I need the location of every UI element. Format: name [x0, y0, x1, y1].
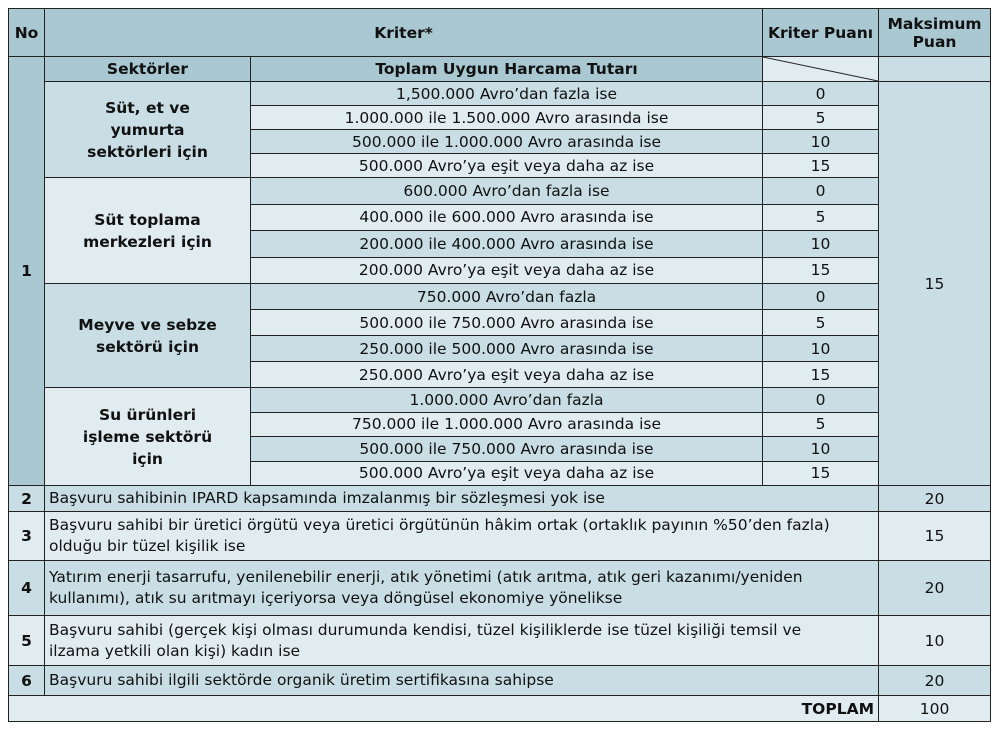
expense-range-label: 250.000 Avro’ya eşit veya daha az ise — [251, 362, 763, 388]
criterion-points-value: 5 — [763, 106, 879, 130]
max-points-value: 20 — [879, 486, 991, 512]
max-points-value: 15 — [879, 512, 991, 561]
criterion-text: Yatırım enerji tasarrufu, yenilenebilir enerji, atık yönetimi (atık arıtma, atık geri kazanımı/yeniden kullanımı), atık su arıtmayı içeriyorsa veya döngüsel ekonomiye yönelikse — [45, 561, 879, 616]
sector-label: Meyve ve sebze sektörü için — [45, 284, 251, 388]
expense-range-label: 500.000 Avro’ya eşit veya daha az ise — [251, 461, 763, 486]
criterion-item-row — [9, 178, 991, 205]
expense-range-label: 1.000.000 ile 1.500.000 Avro arasında ise — [251, 106, 763, 130]
criterion-text: Başvuru sahibi bir üretici örgütü veya üretici örgütünün hâkim ortak (ortaklık payının %50’den fazla) olduğu bir tüzel kişilik ise — [45, 512, 879, 561]
header-no: No — [9, 9, 45, 57]
total-row — [9, 696, 991, 722]
subheader-max-empty — [879, 57, 991, 82]
expense-range-label: 200.000 Avro’ya eşit veya daha az ise — [251, 257, 763, 284]
criterion-points-value: 5 — [763, 204, 879, 231]
expense-range-label: 1,500.000 Avro’dan fazla ise — [251, 82, 763, 106]
diagonal-line — [763, 57, 878, 81]
expense-range-label: 750.000 Avro’dan fazla — [251, 284, 763, 310]
expense-range-label: 400.000 ile 600.000 Avro arasında ise — [251, 204, 763, 231]
criterion-text: Başvuru sahibinin IPARD kapsamında imzalanmış bir sözleşmesi yok ise — [45, 486, 879, 512]
header-criterion-points: Kriter Puanı — [763, 9, 879, 57]
subheader-sectors: Sektörler — [45, 57, 251, 82]
total-label: TOPLAM — [9, 696, 879, 722]
criterion-item-row — [9, 388, 991, 413]
criterion-points-value: 5 — [763, 310, 879, 336]
row-number: 4 — [9, 561, 45, 616]
criterion-text: Başvuru sahibi ilgili sektörde organik üretim sertifikasına sahipse — [45, 666, 879, 696]
expense-range-label: 500.000 ile 750.000 Avro arasında ise — [251, 437, 763, 462]
expense-range-label: 500.000 Avro’ya eşit veya daha az ise — [251, 154, 763, 178]
criterion-points-value: 0 — [763, 388, 879, 413]
criterion-points-value: 0 — [763, 178, 879, 205]
header-row — [9, 9, 991, 57]
expense-range-label: 600.000 Avro’dan fazla ise — [251, 178, 763, 205]
criterion-item-row — [9, 284, 991, 310]
expense-range-label: 750.000 ile 1.000.000 Avro arasında ise — [251, 412, 763, 437]
header-max-points: Maksimum Puan — [879, 9, 991, 57]
total-value: 100 — [879, 696, 991, 722]
expense-range-label: 250.000 ile 500.000 Avro arasında ise — [251, 336, 763, 362]
sector-label: Süt toplama merkezleri için — [45, 178, 251, 284]
subheader-total-expense: Toplam Uygun Harcama Tutarı — [251, 57, 763, 82]
expense-range-label: 500.000 ile 750.000 Avro arasında ise — [251, 310, 763, 336]
criterion-item-row — [9, 82, 991, 106]
criterion-text: Başvuru sahibi (gerçek kişi olması durumunda kendisi, tüzel kişiliklerde ise tüzel kişiliği temsil ve ilzama yetkili olan kişi) kadın ise — [45, 616, 879, 666]
criterion-points-value: 10 — [763, 130, 879, 154]
row-number: 2 — [9, 486, 45, 512]
criterion-points-value: 10 — [763, 437, 879, 462]
criterion-points-value: 10 — [763, 231, 879, 258]
criterion-points-value: 0 — [763, 82, 879, 106]
expense-range-label: 500.000 ile 1.000.000 Avro arasında ise — [251, 130, 763, 154]
diagonal-cell — [763, 57, 879, 82]
criterion-row — [9, 561, 991, 616]
criterion-row — [9, 666, 991, 696]
scoring-table — [8, 8, 991, 722]
criterion-points-value: 15 — [763, 257, 879, 284]
header-criterion: Kriter* — [45, 9, 763, 57]
criterion-row — [9, 486, 991, 512]
criterion-points-value: 5 — [763, 412, 879, 437]
expense-range-label: 200.000 ile 400.000 Avro arasında ise — [251, 231, 763, 258]
scoring-table-container — [8, 8, 991, 722]
max-points-value: 10 — [879, 616, 991, 666]
row-number: 6 — [9, 666, 45, 696]
row-1-number: 1 — [9, 57, 45, 486]
expense-range-label: 1.000.000 Avro’dan fazla — [251, 388, 763, 413]
max-points-value: 20 — [879, 666, 991, 696]
subheader-row — [9, 57, 991, 82]
sector-label: Su ürünleri işleme sektörü için — [45, 388, 251, 486]
row-1-max-points: 15 — [879, 82, 991, 486]
criterion-points-value: 10 — [763, 336, 879, 362]
criterion-row — [9, 512, 991, 561]
row-number: 5 — [9, 616, 45, 666]
criterion-points-value: 15 — [763, 461, 879, 486]
row-number: 3 — [9, 512, 45, 561]
max-points-value: 20 — [879, 561, 991, 616]
criterion-points-value: 15 — [763, 362, 879, 388]
criterion-points-value: 0 — [763, 284, 879, 310]
criterion-row — [9, 616, 991, 666]
criterion-points-value: 15 — [763, 154, 879, 178]
sector-label: Süt, et ve yumurta sektörleri için — [45, 82, 251, 178]
